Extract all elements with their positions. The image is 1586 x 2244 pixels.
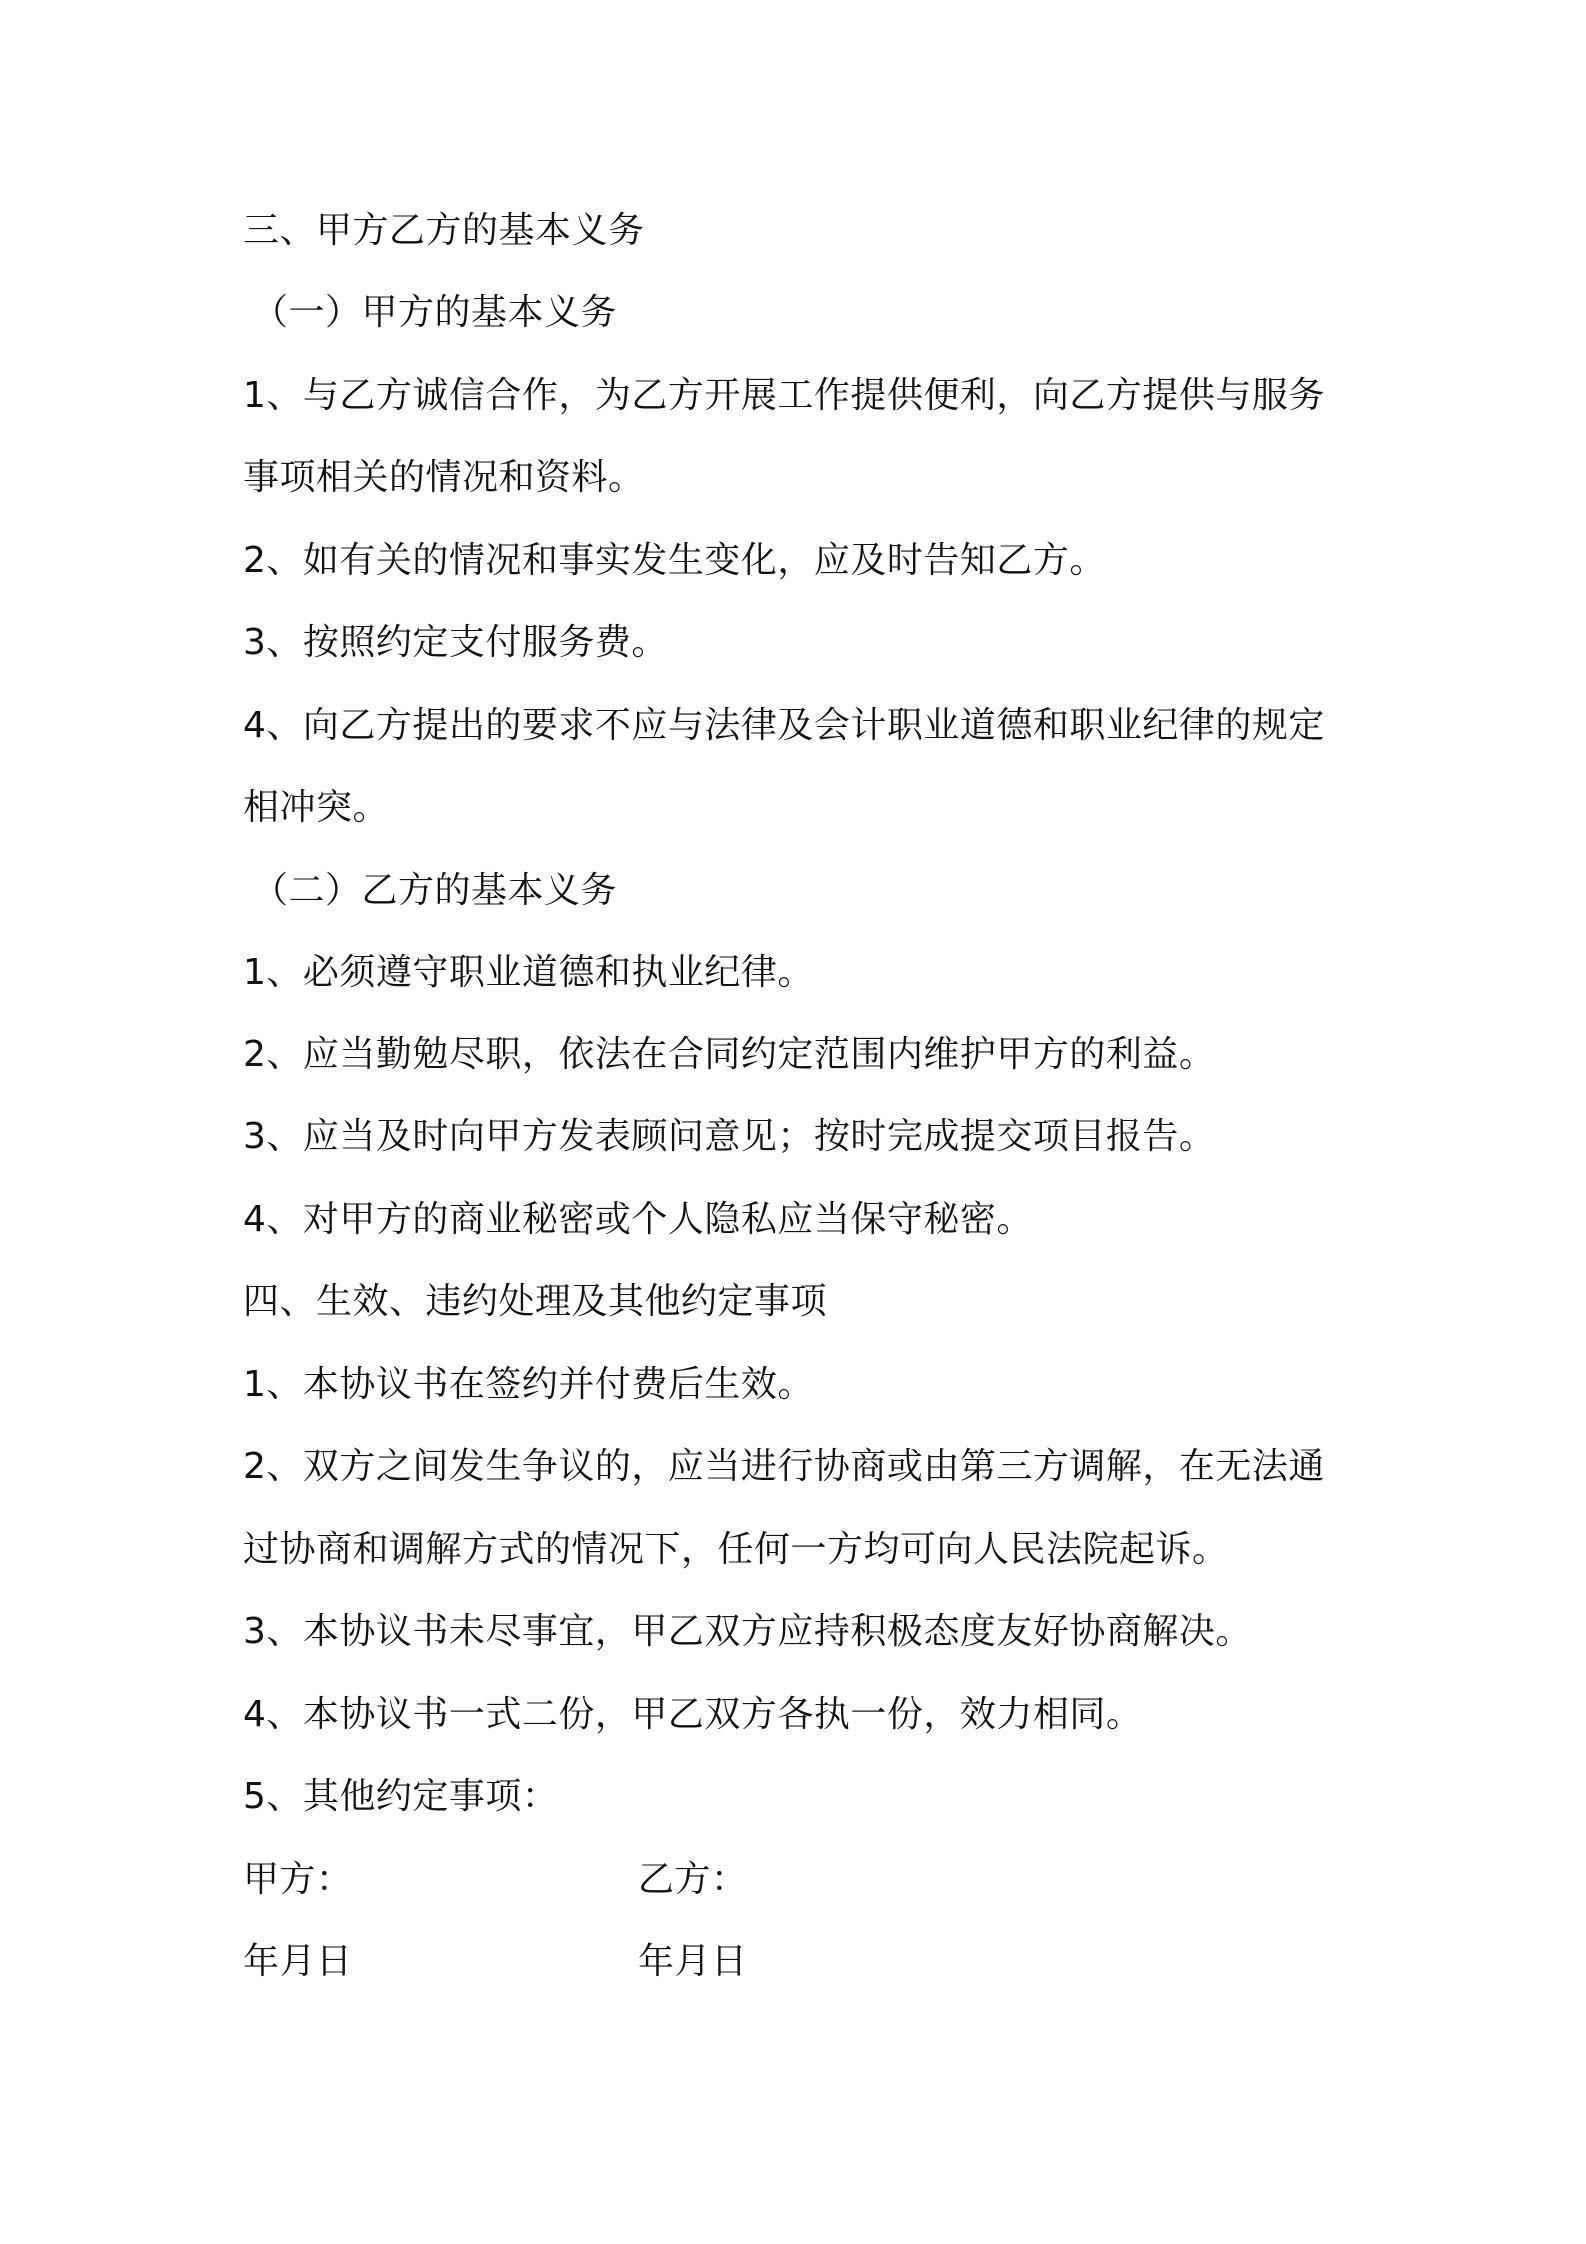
section-3b-title: （二）乙方的基本义务 <box>252 870 618 911</box>
party-b-signature-label: 乙方： <box>638 1859 748 1900</box>
party-a-duty-1-line-2: 事项相关的情况和资料。 <box>243 457 645 498</box>
party-a-duty-4-line-2: 相冲突。 <box>243 787 390 828</box>
section-3a-title: （一）甲方的基本义务 <box>252 292 618 333</box>
party-b-duty-4: 4、对甲方的商业秘密或个人隐私应当保守秘密。 <box>243 1199 1033 1240</box>
section-4-item-1: 1、本协议书在签约并付费后生效。 <box>243 1364 814 1405</box>
section-4-item-4: 4、本协议书一式二份，甲乙双方各执一份，效力相同。 <box>243 1694 1143 1735</box>
party-b-duty-2: 2、应当勤勉尽职，依法在合同约定范围内维护甲方的利益。 <box>243 1034 1216 1075</box>
section-4-item-2-line-2: 过协商和调解方式的情况下，任何一方均可向人民法院起诉。 <box>243 1529 1229 1570</box>
section-3-title: 三、甲方乙方的基本义务 <box>243 210 645 251</box>
party-a-date: 年月日 <box>243 1941 353 1982</box>
party-a-duty-2: 2、如有关的情况和事实发生变化，应及时告知乙方。 <box>243 540 1106 581</box>
party-a-duty-1-line-1: 1、与乙方诚信合作，为乙方开展工作提供便利，向乙方提供与服务 <box>243 375 1325 416</box>
section-4-item-3: 3、本协议书未尽事宜，甲乙双方应持积极态度友好协商解决。 <box>243 1611 1252 1652</box>
section-4-item-5: 5、其他约定事项： <box>243 1776 559 1817</box>
party-b-date: 年月日 <box>638 1941 748 1982</box>
section-4-item-2-line-1: 2、双方之间发生争议的，应当进行协商或由第三方调解，在无法通 <box>243 1446 1325 1487</box>
party-b-duty-1: 1、必须遵守职业道德和执业纪律。 <box>243 952 814 993</box>
party-a-signature-label: 甲方： <box>243 1859 353 1900</box>
section-4-title: 四、生效、违约处理及其他约定事项 <box>243 1281 828 1322</box>
party-a-duty-4-line-1: 4、向乙方提出的要求不应与法律及会计职业道德和职业纪律的规定 <box>243 705 1325 746</box>
party-b-duty-3: 3、应当及时向甲方发表顾问意见；按时完成提交项目报告。 <box>243 1116 1216 1157</box>
party-a-duty-3: 3、按照约定支付服务费。 <box>243 622 668 663</box>
